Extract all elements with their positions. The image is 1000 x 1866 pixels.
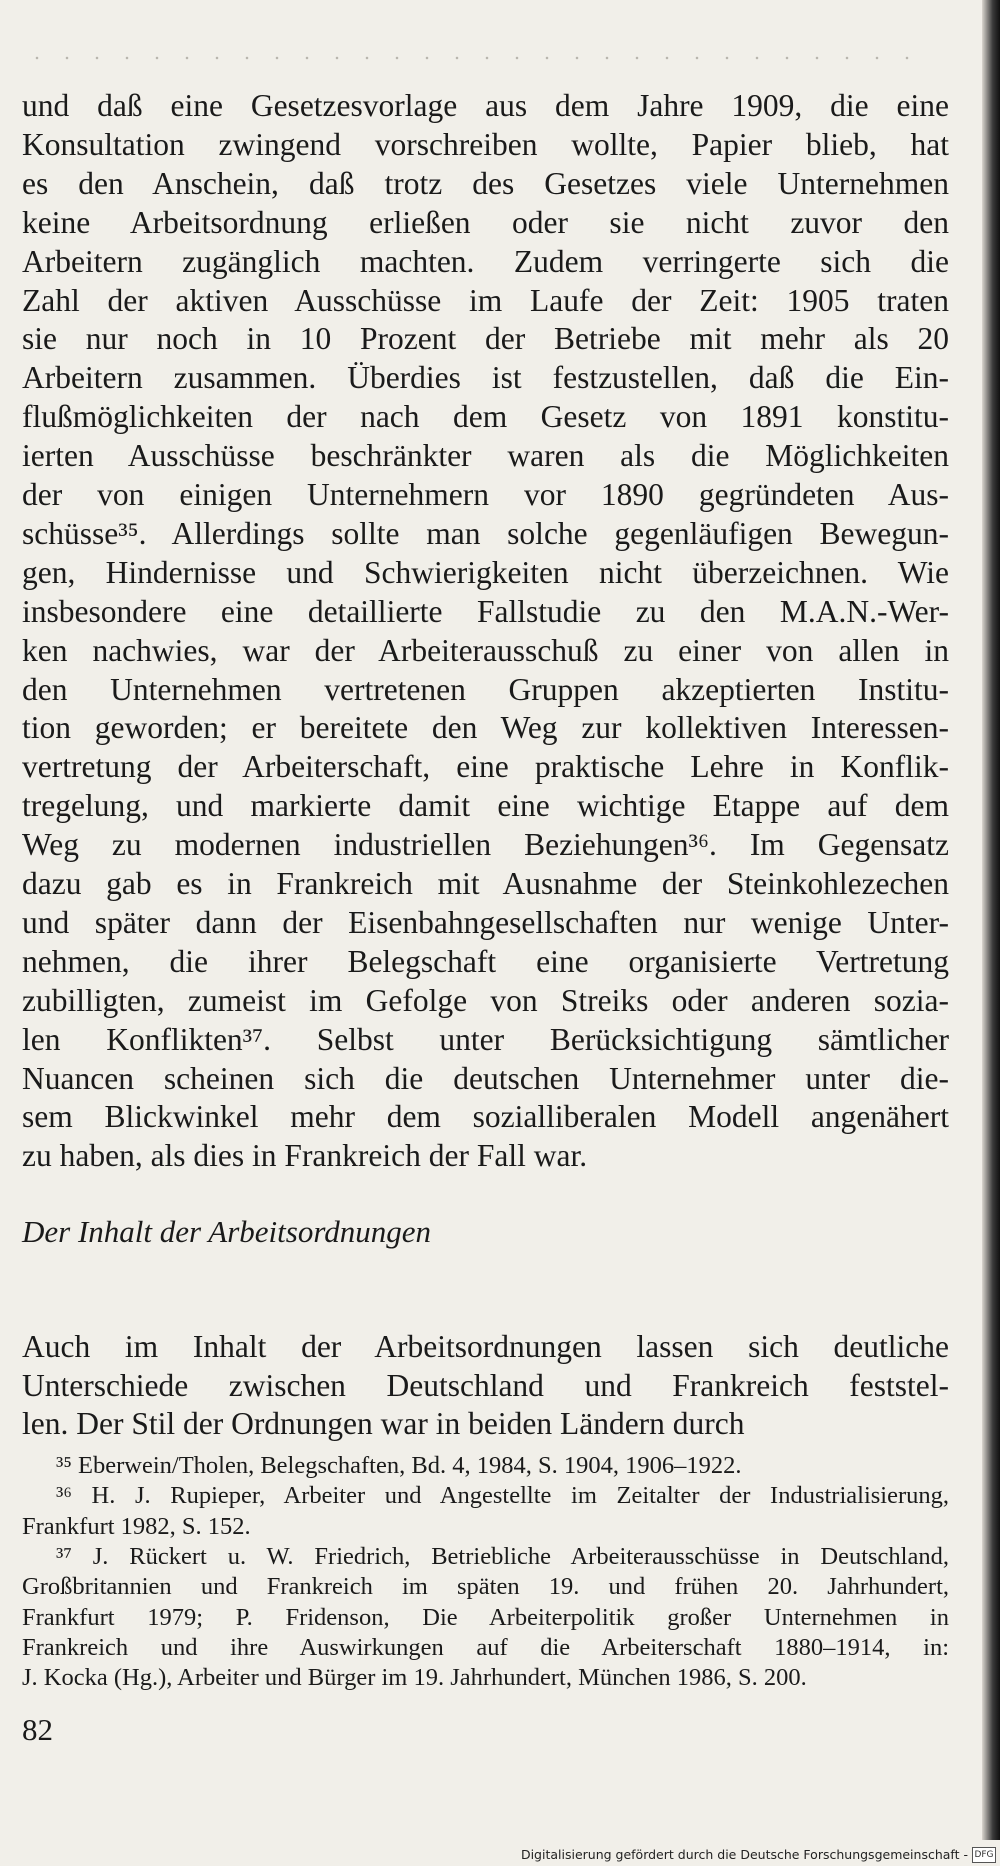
text-line: Arbeitern zusammen. Überdies ist festzustellen, daß die Ein-	[22, 360, 949, 396]
footer-credit: Digitalisierung gefördert durch die Deutsche Forschungsgemeinschaft -	[520, 1847, 968, 1862]
text-line: Konsultation zwingend vorschreiben wollte, Papier blieb, hat	[22, 126, 949, 162]
digitization-footer	[521, 1846, 996, 1864]
text-line: Weg zu modernen industriellen Beziehungen³⁶. Im Gegensatz	[22, 827, 949, 863]
page-number: 82	[22, 1712, 53, 1747]
text-line: len Konflikten³⁷. Selbst unter Berücksichtigung sämtlicher	[22, 1021, 949, 1057]
text-line: Unterschiede zwischen Deutschland und Frankreich feststel-	[22, 1367, 949, 1403]
text-line: sem Blickwinkel mehr dem sozialliberalen Modell angenähert	[22, 1099, 949, 1135]
text-line: flußmöglichkeiten der nach dem Gesetz von 1891 konstitu-	[22, 399, 949, 435]
dfg-logo-icon: DFG	[972, 1847, 996, 1863]
scan-dot-row	[22, 52, 932, 64]
footnote-line: Frankfurt 1979; P. Fridenson, Die Arbeiterpolitik großer Unternehmen in	[22, 1603, 949, 1631]
footnote-line: Großbritannien und Frankreich im späten 19. und frühen 20. Jahrhundert,	[22, 1573, 949, 1601]
footnote-line: ³⁶ H. J. Rupieper, Arbeiter und Angestellte im Zeitalter der Industrialisierung,	[56, 1482, 949, 1510]
text-line: keine Arbeitsordnung erließen oder sie nicht zuvor den	[22, 204, 949, 240]
footnote-line: ³⁷ J. Rückert u. W. Friedrich, Betriebliche Arbeiterausschüsse in Deutschland,	[56, 1542, 949, 1570]
text-line: den Unternehmen vertretenen Gruppen akzeptierten Institu-	[22, 671, 949, 707]
text-line: und später dann der Eisenbahngesellschaften nur wenige Unter-	[22, 904, 949, 940]
text-line: vertretung der Arbeiterschaft, eine praktische Lehre in Konflik-	[22, 749, 949, 785]
text-line: sie nur noch in 10 Prozent der Betriebe mit mehr als 20	[22, 321, 949, 357]
page-edge-shadow	[982, 0, 1000, 1840]
text-line: der von einigen Unternehmern vor 1890 gegründeten Aus-	[22, 477, 949, 512]
text-line: len. Der Stil der Ordnungen war in beiden Ländern durch	[22, 1406, 745, 1441]
text-line: ierten Ausschüsse beschränkter waren als die Möglichkeiten	[22, 438, 949, 474]
text-line: ken nachwies, war der Arbeiterausschuß zu einer von allen in	[22, 632, 949, 668]
footnote-line: Frankfurt 1982, S. 152.	[22, 1512, 251, 1540]
text-line: es den Anschein, daß trotz des Gesetzes viele Unternehmen	[22, 165, 949, 201]
text-line: und daß eine Gesetzesvorlage aus dem Jahre 1909, die eine	[22, 88, 949, 123]
text-line: tion geworden; er bereitete den Weg zur kollektiven Interessen-	[22, 710, 949, 746]
footnote-line: J. Kocka (Hg.), Arbeiter und Bürger im 19. Jahrhundert, München 1986, S. 200.	[22, 1664, 807, 1692]
footnote-line: Frankreich und ihre Auswirkungen auf die Arbeiterschaft 1880–1914, in:	[22, 1633, 949, 1661]
text-line: Nuancen scheinen sich die deutschen Unternehmer unter die-	[22, 1060, 949, 1096]
text-line: zubilligten, zumeist im Gefolge von Streiks oder anderen sozia-	[22, 982, 949, 1018]
text-line: Arbeitern zugänglich machten. Zudem verringerte sich die	[22, 243, 949, 279]
text-line: insbesondere eine detaillierte Fallstudie zu den M.A.N.-Wer-	[22, 593, 949, 629]
text-line: schüsse³⁵. Allerdings sollte man solche gegenläufigen Bewegun-	[22, 515, 949, 551]
text-line: zu haben, als dies in Frankreich der Fall war.	[22, 1138, 588, 1174]
text-line: Auch im Inhalt der Arbeitsordnungen lassen sich deutliche	[22, 1329, 949, 1364]
footnote-line: ³⁵ Eberwein/Tholen, Belegschaften, Bd. 4, 1984, S. 1904, 1906–1922.	[56, 1452, 742, 1479]
text-line: nehmen, die ihrer Belegschaft eine organisierte Vertretung	[22, 943, 949, 979]
text-line: dazu gab es in Frankreich mit Ausnahme der Steinkohlezechen	[22, 866, 949, 901]
text-line: tregelung, und markierte damit eine wichtige Etappe auf dem	[22, 788, 949, 824]
section-heading: Der Inhalt der Arbeitsordnungen	[22, 1214, 431, 1249]
text-line: gen, Hindernisse und Schwierigkeiten nicht überzeichnen. Wie	[22, 554, 949, 590]
text-line: Zahl der aktiven Ausschüsse im Laufe der Zeit: 1905 traten	[22, 282, 949, 318]
